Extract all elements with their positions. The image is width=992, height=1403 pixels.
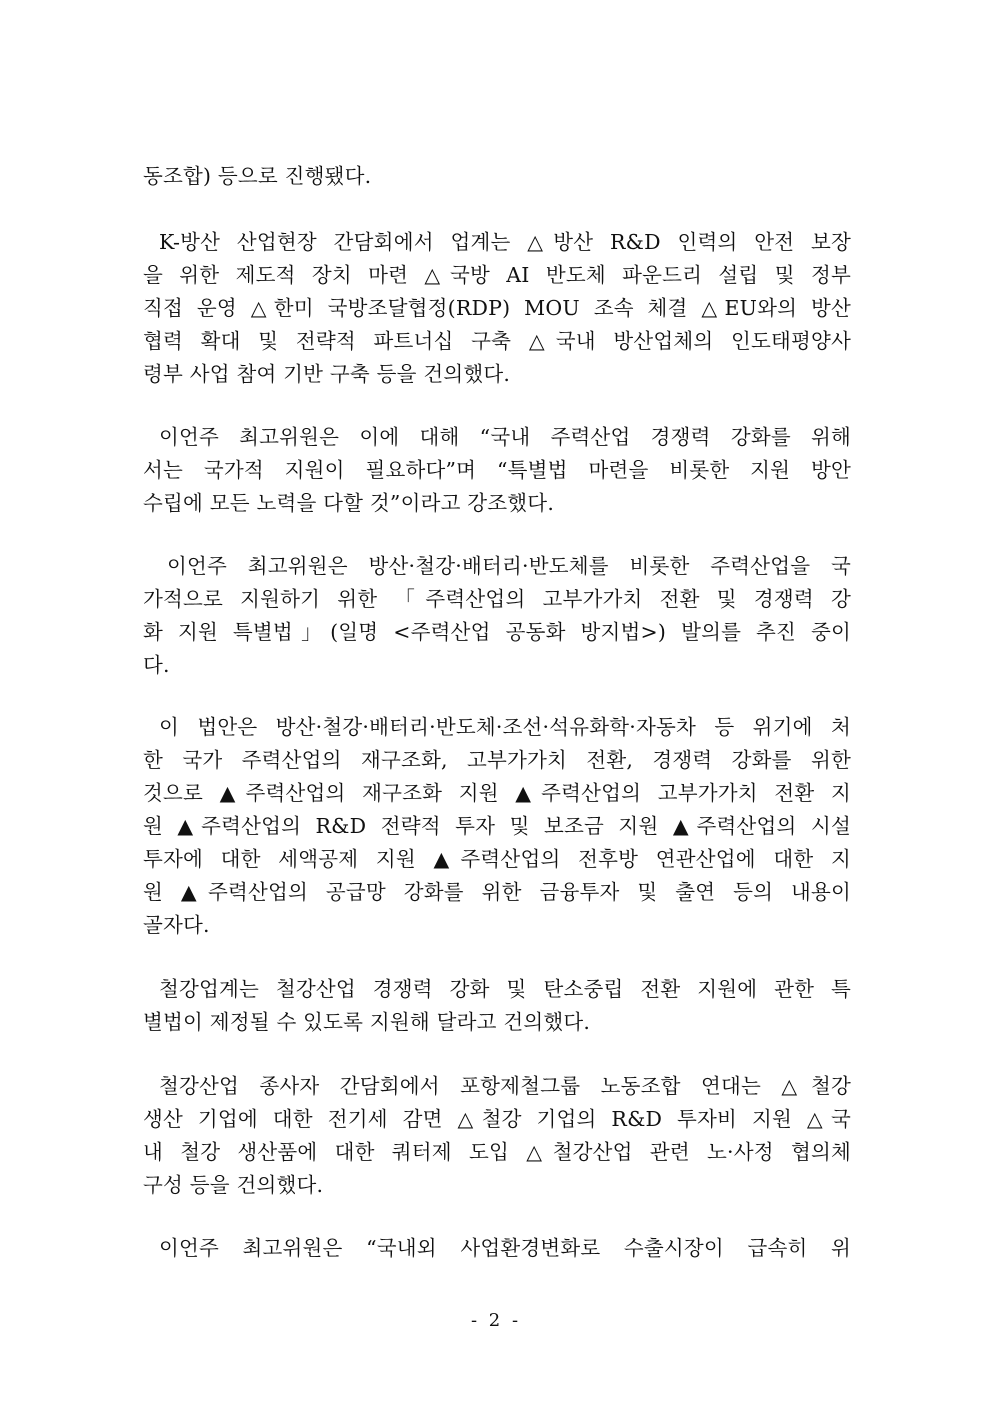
text-line: 내 철강 생산품에 대한 쿼터제 도입 △철강산업 관련 노·사정 협의체 [143, 1140, 851, 1164]
text-line: 수립에 모든 노력을 다할 것”이라고 강조했다. [143, 491, 555, 515]
paragraph-4 [143, 550, 851, 682]
text-line: 원 ▲주력산업의 공급망 강화를 위한 금융투자 및 출연 등의 내용이 [143, 880, 851, 904]
text-line: 한 국가 주력산업의 재구조화, 고부가가치 전환, 경쟁력 강화를 위한 [143, 748, 851, 772]
document-page [143, 0, 851, 1403]
text-line: 동조합) 등으로 진행됐다. [143, 164, 372, 188]
page-number: - 2 - [470, 1310, 522, 1331]
paragraph-2 [143, 226, 851, 391]
text-line: 구성 등을 건의했다. [143, 1173, 324, 1197]
text-line: 이언주 최고위원은 방산·철강·배터리·반도체를 비롯한 주력산업을 국 [167, 554, 851, 578]
text-line: 이 법안은 방산·철강·배터리·반도체·조선·석유화학·자동차 등 위기에 처 [159, 715, 851, 739]
paragraph-8 [143, 1232, 851, 1265]
text-line: 별법이 제정될 수 있도록 지원해 달라고 건의했다. [143, 1010, 591, 1034]
text-line: K-방산 산업현장 간담회에서 업계는 △방산 R&D 인력의 안전 보장 [159, 230, 851, 254]
text-line: 화 지원 특별법」(일명 <주력산업 공동화 방지법>) 발의를 추진 중이 [143, 620, 851, 644]
text-line: 생산 기업에 대한 전기세 감면 △철강 기업의 R&D 투자비 지원 △국 [143, 1107, 851, 1131]
paragraph-6 [143, 973, 851, 1039]
text-line: 투자에 대한 세액공제 지원 ▲주력산업의 전후방 연관산업에 대한 지 [143, 847, 851, 871]
text-line: 골자다. [143, 913, 210, 937]
text-line: 을 위한 제도적 장치 마련 △국방 AI 반도체 파운드리 설립 및 정부 [143, 263, 851, 287]
text-line: 다. [143, 653, 170, 677]
paragraph-3 [143, 421, 851, 520]
text-line: 협력 확대 및 전략적 파트너십 구축 △국내 방산업체의 인도태평양사 [143, 329, 851, 353]
text-line: 원 ▲주력산업의 R&D 전략적 투자 및 보조금 지원 ▲주력산업의 시설 [143, 814, 851, 838]
text-line: 철강업계는 철강산업 경쟁력 강화 및 탄소중립 전환 지원에 관한 특 [159, 977, 851, 1001]
text-line: 이언주 최고위원은 “국내외 사업환경변화로 수출시장이 급속히 위 [159, 1236, 851, 1260]
text-line: 철강산업 종사자 간담회에서 포항제철그룹 노동조합 연대는 △철강 [159, 1074, 851, 1098]
paragraph-5 [143, 711, 851, 942]
text-line: 이언주 최고위원은 이에 대해 “국내 주력산업 경쟁력 강화를 위해 [159, 425, 851, 449]
text-line: 가적으로 지원하기 위한 「주력산업의 고부가가치 전환 및 경쟁력 강 [143, 587, 851, 611]
text-line: 것으로 ▲주력산업의 재구조화 지원 ▲주력산업의 고부가가치 전환 지 [143, 781, 851, 805]
text-line: 직접 운영 △한미 국방조달협정(RDP) MOU 조속 체결 △EU와의 방산 [143, 296, 851, 320]
paragraph-7 [143, 1070, 851, 1202]
text-line: 서는 국가적 지원이 필요하다”며 “특별법 마련을 비롯한 지원 방안 [143, 458, 851, 482]
text-line: 령부 사업 참여 기반 구축 등을 건의했다. [143, 362, 511, 386]
paragraph-1 [143, 160, 851, 193]
